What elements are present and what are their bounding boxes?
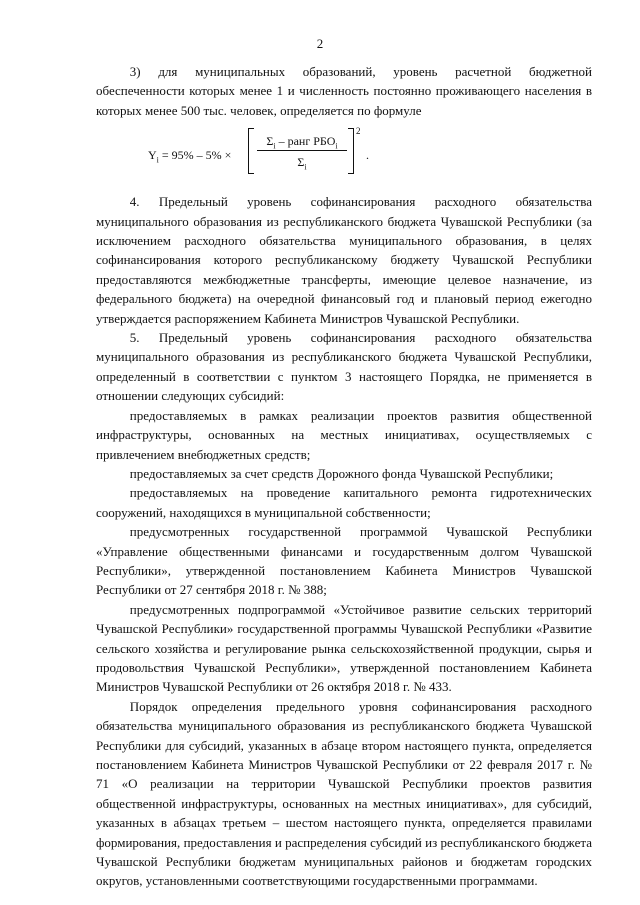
formula-fraction-bar bbox=[257, 150, 347, 151]
page-number: 2 bbox=[316, 36, 324, 51]
document-body bbox=[96, 62, 592, 891]
formula-end: . bbox=[366, 148, 369, 163]
formula-y-index: i bbox=[156, 155, 159, 165]
formula-y: Y bbox=[148, 148, 157, 163]
formula-numerator: $\Sigma_i$ – ранг $РБО_i$ bbox=[266, 134, 338, 151]
formula-bracket bbox=[248, 128, 354, 174]
list-item: предусмотренных государственной программой Чувашской Республики «Управление общественными финансами и государственным долгом Чувашской Республики», утвержденной постановлением Кабинета Министров Чувашской Республики от 27 сентября 2018 г. № 388; bbox=[96, 524, 592, 598]
formula bbox=[96, 120, 592, 192]
paragraph-4: 4. Предельный уровень софинансирования расходного обязательства муниципального образования из республиканского бюджета Чувашской Республики (за исключением расходного обязательства муниципального образования, в целях софинансирования которого республиканскому бюджету Чувашской Республики предоставляются межбюджетные трансферты, имеющие целевое назначение, из федерального бюджета) на очередной финансовый год и плановый период ежегодно утверждается распоряжением Кабинета Министров Чувашской Республики. bbox=[96, 194, 592, 326]
formula-denominator: $\Sigma_i$ bbox=[297, 155, 307, 172]
list-item: предусмотренных подпрограммой «Устойчивое развитие сельских территорий Чувашской Республики» государственной программы Чувашской Республики «Развитие сельского хозяйства и регулирование рынка сельскохозяйственной продукции, сырья и продовольствия Чувашской Республики», утвержденной постановлением Кабинета Министров Чувашской Республики от 26 октября 2018 г. № 433. bbox=[96, 601, 592, 695]
paragraph-3-intro: 3) для муниципальных образований, уровень расчетной бюджетной обеспеченности которых менее 1 и численность постоянно проживающего населения в которых менее 500 тыс. человек, определяется по формуле bbox=[96, 64, 592, 118]
final-paragraph: Порядок определения предельного уровня софинансирования расходного обязательства муниципального образования из республиканского бюджета Чувашской Республики для субсидий, указанных в абзаце втором настоящего пункта, определяется постановлением Кабинета Министров Чувашской Республики от 22 февраля 2017 г. № 71 «О реализации на территории Чувашской Республики проектов развития общественной инфраструктуры, основанных на местных инициативах», для субсидий, указанных в абзацах третьем – шестом настоящего пункта, определяется правилами формирования, предоставления и распределения субсидий из республиканского бюджета Чувашской Республики бюджетам муниципальных районов и бюджетам городских округов, установленными соответствующими государственными программами. bbox=[96, 698, 592, 889]
paragraph-5: 5. Предельный уровень софинансирования расходного обязательства муниципального образования из республиканского бюджета Чувашской Республики, определенный в соответствии с пунктом 3 настоящего Порядка, не применяется в отношении следующих субсидий: bbox=[96, 330, 592, 404]
formula-exponent: 2 bbox=[356, 126, 361, 137]
list-item: предоставляемых за счет средств Дорожного фонда Чувашской Республики; bbox=[129, 465, 554, 481]
formula-lhs-rest: = 95% – 5% × bbox=[158, 148, 232, 163]
list-item: предоставляемых на проведение капитального ремонта гидротехнических сооружений, находящихся в муниципальной собственности; bbox=[96, 485, 592, 520]
list-item: предоставляемых в рамках реализации проектов развития общественной инфраструктуры, основанных на местных инициативах, осуществляемых с привлечением внебюджетных средств; bbox=[96, 407, 592, 462]
formula-lhs bbox=[148, 146, 231, 170]
